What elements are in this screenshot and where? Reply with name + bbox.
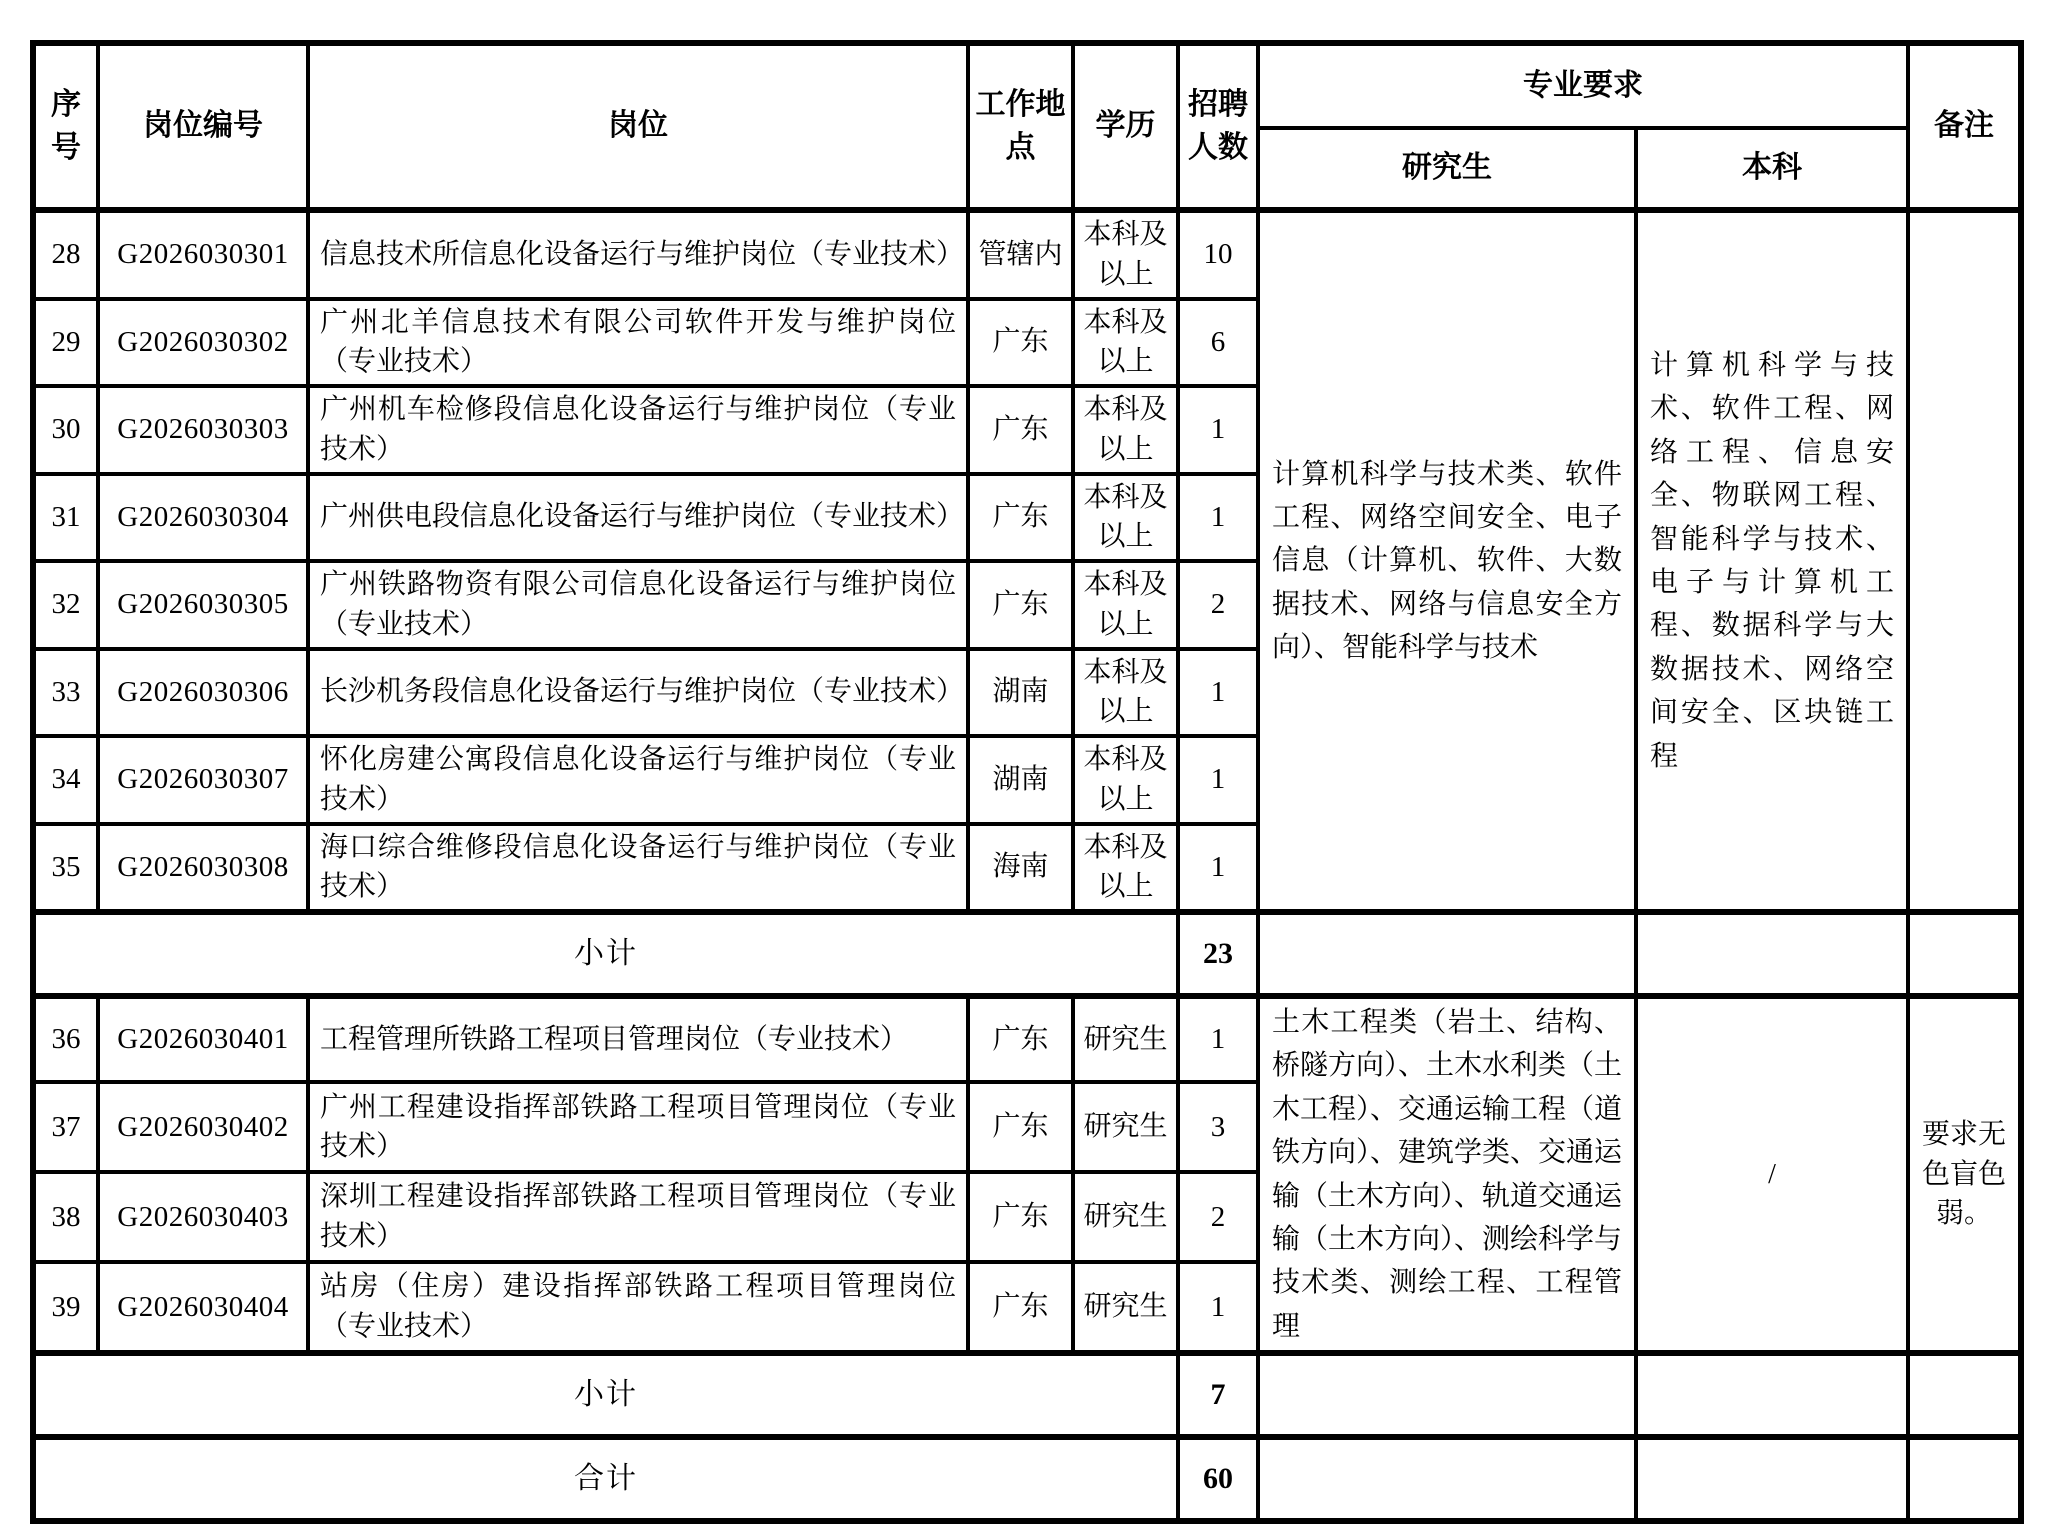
cell-position: 长沙机务段信息化设备运行与维护岗位（专业技术） [308,649,968,737]
table-row [33,210,2021,299]
subtotal-row [33,912,2021,996]
cell-education: 本科及以上 [1073,561,1178,649]
subtotal-label: 小计 [33,1353,1178,1437]
cell-count: 1 [1178,736,1258,824]
cell-count: 6 [1178,299,1258,387]
cell-count: 2 [1178,1172,1258,1262]
cell-education: 本科及以上 [1073,299,1178,387]
col-header-major-req: 专业要求 [1258,43,1908,128]
cell-empty [1258,1353,1636,1437]
col-header-code: 岗位编号 [98,43,308,210]
cell-location: 广东 [968,1172,1073,1262]
cell-education: 本科及以上 [1073,649,1178,737]
col-header-seq: 序号 [33,43,98,210]
col-header-remark: 备注 [1908,43,2021,210]
cell-education: 本科及以上 [1073,474,1178,562]
col-header-count: 招聘人数 [1178,43,1258,210]
cell-location: 湖南 [968,649,1073,737]
cell-count: 10 [1178,210,1258,299]
cell-seq: 29 [33,299,98,387]
cell-code: G2026030304 [98,474,308,562]
total-count: 60 [1178,1437,1258,1521]
cell-count: 1 [1178,649,1258,737]
subtotal-count: 7 [1178,1353,1258,1437]
cell-count: 1 [1178,386,1258,474]
cell-position: 广州机车检修段信息化设备运行与维护岗位（专业技术） [308,386,968,474]
subtotal-label: 小计 [33,912,1178,996]
cell-count: 1 [1178,474,1258,562]
cell-seq: 28 [33,210,98,299]
cell-seq: 32 [33,561,98,649]
cell-code: G2026030306 [98,649,308,737]
recruitment-table-sheet [30,40,2018,1524]
cell-undergrad-requirement: / [1636,996,1908,1353]
cell-remark [1908,210,2021,912]
cell-count: 1 [1178,824,1258,913]
cell-position: 广州铁路物资有限公司信息化设备运行与维护岗位（专业技术） [308,561,968,649]
cell-seq: 30 [33,386,98,474]
cell-position: 广州工程建设指挥部铁路工程项目管理岗位（专业技术） [308,1082,968,1172]
cell-count: 2 [1178,561,1258,649]
cell-empty [1908,912,2021,996]
total-label: 合计 [33,1437,1178,1521]
cell-empty [1908,1437,2021,1521]
cell-seq: 35 [33,824,98,913]
cell-code: G2026030302 [98,299,308,387]
subtotal-count: 23 [1178,912,1258,996]
subtotal-row [33,1353,2021,1437]
cell-position: 怀化房建公寓段信息化设备运行与维护岗位（专业技术） [308,736,968,824]
cell-code: G2026030401 [98,996,308,1082]
cell-position: 工程管理所铁路工程项目管理岗位（专业技术） [308,996,968,1082]
cell-education: 本科及以上 [1073,210,1178,299]
table-row [33,996,2021,1082]
cell-position: 广州北羊信息技术有限公司软件开发与维护岗位（专业技术） [308,299,968,387]
col-header-position: 岗位 [308,43,968,210]
cell-education: 研究生 [1073,1172,1178,1262]
cell-position: 深圳工程建设指挥部铁路工程项目管理岗位（专业技术） [308,1172,968,1262]
recruitment-positions-table [30,40,2024,1524]
cell-position: 站房（住房）建设指挥部铁路工程项目管理岗位（专业技术） [308,1262,968,1353]
col-header-location: 工作地点 [968,43,1073,210]
cell-education: 本科及以上 [1073,824,1178,913]
cell-code: G2026030402 [98,1082,308,1172]
cell-location: 广东 [968,996,1073,1082]
cell-location: 广东 [968,299,1073,387]
cell-education: 研究生 [1073,1262,1178,1353]
cell-location: 广东 [968,474,1073,562]
total-row [33,1437,2021,1521]
cell-position: 信息技术所信息化设备运行与维护岗位（专业技术） [308,210,968,299]
cell-empty [1636,1437,1908,1521]
cell-seq: 36 [33,996,98,1082]
cell-education: 研究生 [1073,1082,1178,1172]
col-header-undergrad: 本科 [1636,128,1908,210]
cell-code: G2026030403 [98,1172,308,1262]
cell-empty [1258,912,1636,996]
cell-code: G2026030307 [98,736,308,824]
cell-count: 1 [1178,1262,1258,1353]
cell-location: 管辖内 [968,210,1073,299]
cell-location: 湖南 [968,736,1073,824]
cell-education: 本科及以上 [1073,736,1178,824]
cell-seq: 34 [33,736,98,824]
cell-grad-requirement: 计算机科学与技术类、软件工程、网络空间安全、电子信息（计算机、软件、大数据技术、网络与信息安全方向）、智能科学与技术 [1258,210,1636,912]
col-header-education: 学历 [1073,43,1178,210]
cell-empty [1258,1437,1636,1521]
cell-remark: 要求无色盲色弱。 [1908,996,2021,1353]
cell-location: 广东 [968,561,1073,649]
cell-education: 研究生 [1073,996,1178,1082]
cell-seq: 39 [33,1262,98,1353]
cell-position: 广州供电段信息化设备运行与维护岗位（专业技术） [308,474,968,562]
cell-code: G2026030308 [98,824,308,913]
cell-empty [1636,1353,1908,1437]
cell-location: 广东 [968,1262,1073,1353]
cell-location: 广东 [968,1082,1073,1172]
cell-education: 本科及以上 [1073,386,1178,474]
cell-empty [1636,912,1908,996]
cell-grad-requirement: 土木工程类（岩土、结构、桥隧方向）、土木水利类（土木工程）、交通运输工程（道铁方向）、建筑学类、交通运输（土木方向）、轨道交通运输（土木方向）、测绘科学与技术类、测绘工程、工程管理 [1258,996,1636,1353]
cell-code: G2026030301 [98,210,308,299]
cell-seq: 31 [33,474,98,562]
cell-count: 1 [1178,996,1258,1082]
cell-seq: 33 [33,649,98,737]
cell-seq: 38 [33,1172,98,1262]
cell-location: 海南 [968,824,1073,913]
cell-code: G2026030404 [98,1262,308,1353]
col-header-grad: 研究生 [1258,128,1636,210]
cell-code: G2026030303 [98,386,308,474]
cell-count: 3 [1178,1082,1258,1172]
cell-position: 海口综合维修段信息化设备运行与维护岗位（专业技术） [308,824,968,913]
cell-undergrad-requirement: 计算机科学与技术、软件工程、网络工程、信息安全、物联网工程、智能科学与技术、电子与计算机工程、数据科学与大数据技术、网络空间安全、区块链工程 [1636,210,1908,912]
cell-seq: 37 [33,1082,98,1172]
cell-code: G2026030305 [98,561,308,649]
cell-location: 广东 [968,386,1073,474]
cell-empty [1908,1353,2021,1437]
